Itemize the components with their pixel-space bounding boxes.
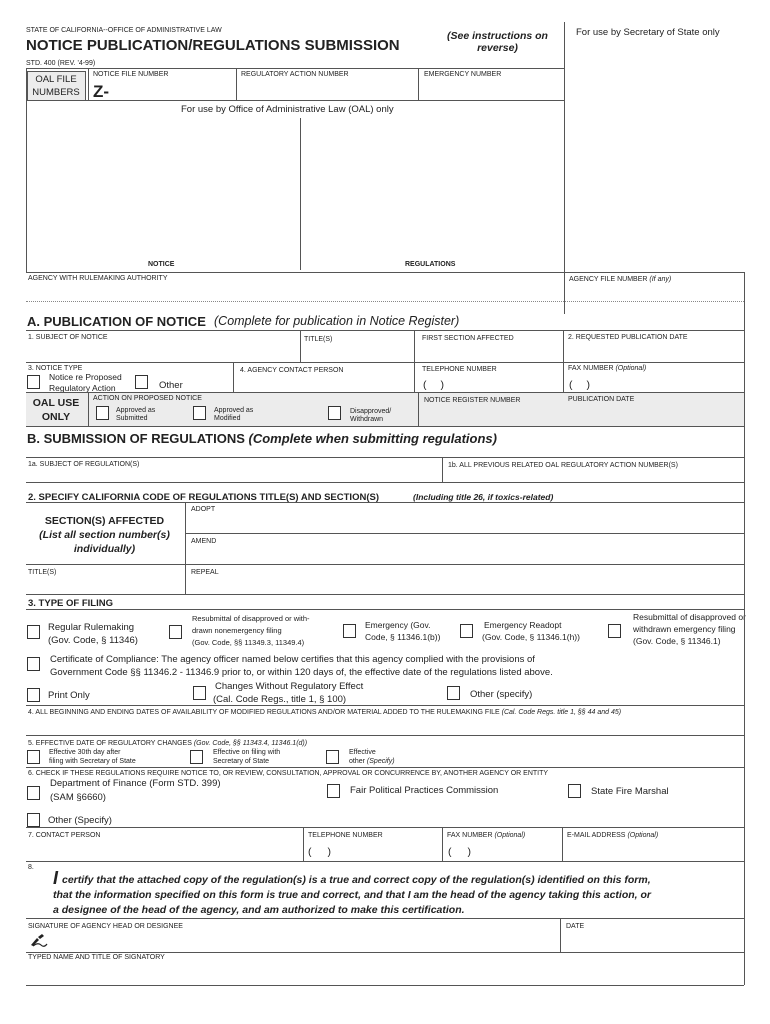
- contact-email-label: E-MAIL ADDRESS (Optional): [567, 832, 659, 839]
- including-title26: (Including title 26, if toxics-related): [413, 492, 554, 502]
- fppc-checkbox[interactable]: [327, 784, 340, 798]
- fax-paren: ( ): [569, 379, 590, 391]
- sfm-checkbox[interactable]: [568, 784, 581, 798]
- telephone-paren: ( ): [423, 379, 444, 391]
- notice-area-label: NOTICE: [148, 261, 175, 268]
- item6-label: 6. CHECK IF THESE REGULATIONS REQUIRE NOTICE TO, OR REVIEW, CONSULTATION, APPROVAL OR CONCURRENCE BY, ANOTHER AGENCY OR ENTITY: [28, 770, 549, 777]
- fax-label: FAX NUMBER (Optional): [568, 365, 647, 372]
- print-only-label: Print Only: [48, 690, 90, 701]
- agency-line: STATE OF CALIFORNIA--OFFICE OF ADMINISTRATIVE LAW: [26, 27, 222, 34]
- other-specify-checkbox[interactable]: [447, 686, 460, 700]
- other-agency-label: Other (Specify): [48, 815, 112, 826]
- repeal-label: REPEAL: [191, 569, 219, 576]
- approved-modified-label: Approved as Modified: [214, 407, 254, 422]
- eff-30th-checkbox[interactable]: [27, 750, 40, 764]
- notice-proposed-checkbox[interactable]: [27, 375, 40, 389]
- signature-pen-icon[interactable]: [30, 933, 48, 952]
- regular-rulemaking-label: Regular Rulemaking (Gov. Code, § 11346): [48, 622, 138, 646]
- emergency-readopt-label: Emergency Readopt (Gov. Code, § 11346.1(h)): [482, 620, 580, 642]
- sections-affected-label: SECTION(S) AFFECTED (List all section number(s) individually): [39, 515, 170, 555]
- eff-30th-label: Effective 30th day after filing with Secretary of State: [49, 749, 136, 765]
- dof-label: Department of Finance (Form STD. 399) (SAM §6660): [50, 778, 221, 803]
- contact-telephone-paren: ( ): [308, 846, 331, 858]
- cert-big-i: I: [53, 868, 59, 888]
- oal-use-only-label: OAL USE ONLY: [32, 397, 80, 423]
- see-instructions: (See instructions on reverse): [447, 30, 548, 54]
- other-agency-checkbox[interactable]: [27, 813, 40, 827]
- regular-rulemaking-checkbox[interactable]: [27, 625, 40, 639]
- eff-on-filing-label: Effective on filing with Secretary of State: [213, 749, 281, 765]
- approved-submitted-label: Approved as Submitted: [116, 407, 156, 422]
- dof-checkbox[interactable]: [27, 786, 40, 800]
- cert-number: 8.: [28, 864, 34, 871]
- type-of-filing-heading: 3. TYPE OF FILING: [28, 598, 113, 609]
- fppc-label: Fair Political Practices Commission: [350, 785, 499, 796]
- date-label: DATE: [566, 923, 585, 930]
- telephone-label: TELEPHONE NUMBER: [422, 366, 497, 373]
- oal-only-label: For use by Office of Administrative Law (OAL) only: [181, 104, 394, 115]
- approved-submitted-checkbox[interactable]: [96, 406, 109, 420]
- emergency-checkbox[interactable]: [343, 624, 356, 638]
- publication-date-label: PUBLICATION DATE: [568, 396, 635, 403]
- notice-other-checkbox[interactable]: [135, 375, 148, 389]
- titles-label-b: TITLE(S): [28, 569, 57, 576]
- contact-fax-label: FAX NUMBER (Optional): [447, 832, 526, 839]
- notice-type-label: 3. NOTICE TYPE: [28, 365, 83, 372]
- notice-other-label: Other: [159, 380, 183, 391]
- approved-modified-checkbox[interactable]: [193, 406, 206, 420]
- changes-without-effect-checkbox[interactable]: [193, 686, 206, 700]
- cert-text-2: that the information specified on this form is true and correct, and that I am the head of the agency taking this action, or: [53, 889, 651, 901]
- certificate-compliance-checkbox[interactable]: [27, 657, 40, 671]
- agency-authority-label: AGENCY WITH RULEMAKING AUTHORITY: [28, 275, 168, 282]
- emergency-label: Emergency (Gov. Code, § 11346.1(b)): [365, 620, 441, 642]
- specify-ccr-label: 2. SPECIFY CALIFORNIA CODE OF REGULATIONS TITLE(S) AND SECTION(S): [28, 492, 379, 503]
- contact-fax-paren: ( ): [448, 846, 471, 858]
- notice-proposed-label: Notice re Proposed Regulatory Action: [49, 372, 122, 393]
- oal-file-label: OAL FILE NUMBERS: [32, 74, 80, 98]
- requested-pub-date-label: 2. REQUESTED PUBLICATION DATE: [568, 334, 688, 341]
- emergency-readopt-checkbox[interactable]: [460, 624, 473, 638]
- eff-on-filing-checkbox[interactable]: [190, 750, 203, 764]
- certificate-compliance-label: Certificate of Compliance: The agency officer named below certifies that this agency complied with the provisions of Government Code §§ 11346.2 - 11346.9 prior to, or within 120 days of, the effective date of the regulations listed above.: [50, 654, 553, 678]
- section-b-heading: B. SUBMISSION OF REGULATIONS (Complete when submitting regulations): [27, 431, 497, 446]
- eff-other-label: Effective other (Specify): [349, 749, 395, 765]
- other-specify-label: Other (specify): [470, 689, 533, 700]
- form-number: STD. 400 (REV. '4-99): [26, 60, 96, 67]
- item4-label: 4. ALL BEGINNING AND ENDING DATES OF AVAILABILITY OF MODIFIED REGULATIONS AND/OR MATERIAL ADDED TO THE RULEMAKING FILE (Cal. Code Regs. title 1, §§ 44 and 45): [28, 709, 622, 716]
- notice-prefix: Z-: [93, 82, 110, 101]
- section-a-note: (Complete for publication in Notice Register): [214, 314, 460, 328]
- disapproved-label: Disapproved/ Withdrawn: [350, 408, 392, 423]
- notice-register-number-label: NOTICE REGISTER NUMBER: [424, 397, 521, 404]
- amend-label: AMEND: [191, 538, 217, 545]
- titles-label: TITLE(S): [304, 336, 333, 343]
- resub-nonemergency-label: Resubmittal of disapproved or with- drawn nonemergency filing (Gov. Code, §§ 11349.3, 11349.4): [192, 614, 310, 647]
- regulations-area-label: REGULATIONS: [405, 261, 456, 268]
- prev-oal-numbers-label: 1b. ALL PREVIOUS RELATED OAL REGULATORY ACTION NUMBER(S): [448, 462, 678, 469]
- disapproved-checkbox[interactable]: [328, 406, 341, 420]
- contact-person-label-7: 7. CONTACT PERSON: [28, 832, 101, 839]
- item5-label: 5. EFFECTIVE DATE OF REGULATORY CHANGES (Gov. Code, §§ 11343.4, 11346.1(d)): [28, 740, 308, 747]
- notice-file-number-label: NOTICE FILE NUMBER: [93, 71, 169, 78]
- section-a-heading: A. PUBLICATION OF NOTICE: [27, 314, 206, 329]
- cert-text-3: a designee of the head of the agency, and am authorized to make this certification.: [53, 904, 465, 916]
- resub-emergency-checkbox[interactable]: [608, 624, 621, 638]
- regulatory-action-number-label: REGULATORY ACTION NUMBER: [241, 71, 349, 78]
- typed-name-label: TYPED NAME AND TITLE OF SIGNATORY: [28, 954, 165, 961]
- subject-of-notice-label: 1. SUBJECT OF NOTICE: [28, 334, 108, 341]
- signature-label: SIGNATURE OF AGENCY HEAD OR DESIGNEE: [28, 923, 183, 930]
- print-only-checkbox[interactable]: [27, 688, 40, 702]
- contact-person-label: 4. AGENCY CONTACT PERSON: [240, 367, 344, 374]
- emergency-number-label: EMERGENCY NUMBER: [424, 71, 502, 78]
- subject-regs-label: 1a. SUBJECT OF REGULATION(S): [28, 461, 140, 468]
- sfm-label: State Fire Marshal: [591, 786, 669, 797]
- agency-file-number-label: AGENCY FILE NUMBER (If any): [569, 276, 672, 283]
- resub-emergency-label: Resubmittal of disapproved or withdrawn emergency filing (Gov. Code, § 11346.1): [633, 612, 746, 646]
- changes-without-effect-label: Changes Without Regulatory Effect (Cal. Code Regs., title 1, § 100): [213, 681, 364, 705]
- first-section-affected-label: FIRST SECTION AFFECTED: [422, 335, 514, 342]
- action-proposed-label: ACTION ON PROPOSED NOTICE: [93, 395, 202, 402]
- adopt-label: ADOPT: [191, 506, 216, 513]
- form-title: NOTICE PUBLICATION/REGULATIONS SUBMISSION: [26, 37, 400, 54]
- sos-use-label: For use by Secretary of State only: [576, 27, 720, 38]
- cert-text-1: certify that the attached copy of the regulation(s) is a true and correct copy of the regulation(s) identified on this form,: [62, 874, 651, 886]
- resub-nonemergency-checkbox[interactable]: [169, 625, 182, 639]
- contact-telephone-label: TELEPHONE NUMBER: [308, 832, 383, 839]
- eff-other-checkbox[interactable]: [326, 750, 339, 764]
